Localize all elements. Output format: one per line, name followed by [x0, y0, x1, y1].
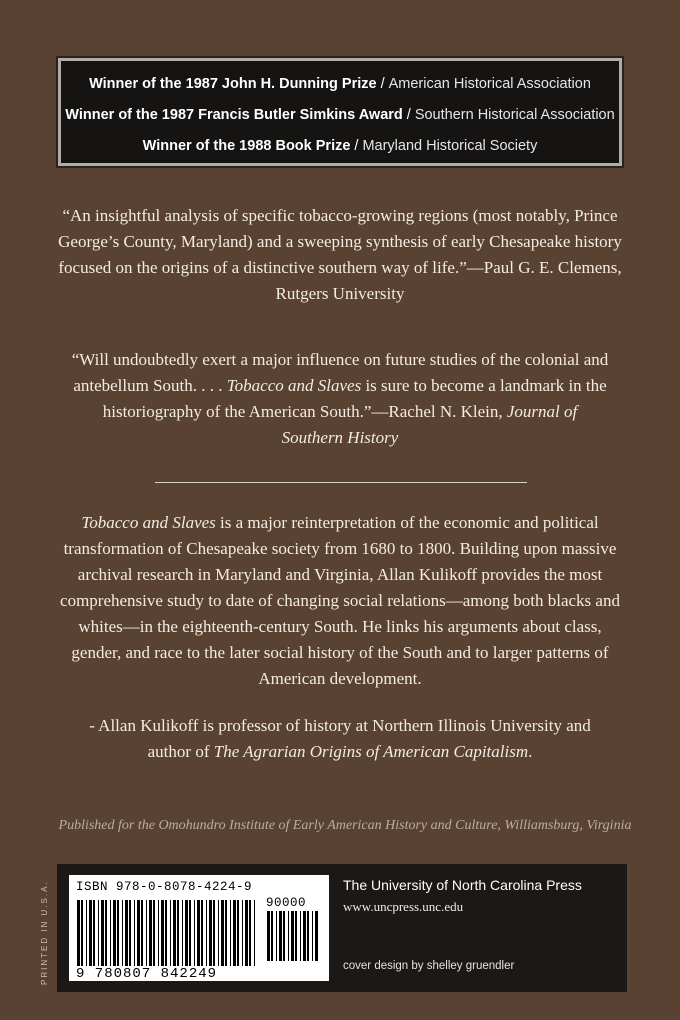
barcode-bar: [279, 911, 282, 961]
barcode-bar: [189, 900, 191, 966]
barcode-bar: [197, 900, 200, 966]
barcode-bar: [173, 900, 176, 966]
barcode-bar: [291, 911, 294, 961]
barcode-addon: [266, 895, 318, 966]
isbn-text: ISBN 978-0-8078-4224-9: [76, 880, 253, 894]
award-separator: /: [380, 76, 385, 92]
barcode-bar: [149, 900, 152, 966]
barcode-bar: [206, 900, 207, 966]
review-quote-clemens: [40, 203, 640, 307]
quote-text: “An insightful analysis of specific tobacco-growing regions (most notably, Prince George’s County, Maryland) and a sweeping synthesis of early Chesapeake history focused on the origins of a distinctive southern way of life.”—Paul G. E. Clemens, Rutgers University: [58, 206, 622, 303]
divider-rule: [155, 482, 527, 483]
quote-text-part1: “Will undoubtedly exert a major influence on future studies of the colonial and antebellum South. . . .: [71, 350, 609, 395]
barcode-bar: [201, 900, 203, 966]
barcode-bar: [125, 900, 128, 966]
barcode-bar: [81, 900, 83, 966]
barcode-bar: [249, 900, 251, 966]
barcode-bar: [288, 911, 289, 961]
barcode-bar: [113, 900, 116, 966]
award-organization: Maryland Historical Society: [362, 138, 538, 154]
barcode-bar: [117, 900, 119, 966]
quote-text-part2: is sure to become a landmark in the historiography of the American South.”—Rachel N. Klein,: [102, 376, 607, 421]
barcode-bar: [141, 900, 143, 966]
barcode-bar: [77, 900, 80, 966]
barcode-bar: [218, 900, 219, 966]
barcode-bar: [182, 900, 183, 966]
cover-credit: cover design by shelley gruendler: [343, 960, 515, 972]
award-separator: /: [406, 107, 411, 123]
barcode-bar: [245, 900, 248, 966]
ean-barcode-bars: [76, 900, 258, 966]
publisher-panel: [57, 864, 627, 992]
award-prize: Winner of the 1987 John H. Dunning Prize: [89, 76, 377, 92]
barcode-bar: [271, 911, 273, 961]
press-url[interactable]: www.uncpress.unc.edu: [343, 899, 464, 914]
barcode-bar: [233, 900, 236, 966]
barcode-bar: [242, 900, 243, 966]
barcode-number: 9 780807 842249: [76, 966, 218, 982]
printed-in-usa: PRINTED IN U.S.A.: [40, 880, 49, 985]
barcode-bar: [98, 900, 99, 966]
barcode-bar: [307, 911, 309, 961]
barcode-label: [69, 875, 329, 981]
barcode-bar: [267, 911, 270, 961]
barcode-bar: [283, 911, 285, 961]
barcode-bar: [153, 900, 155, 966]
barcode-bar: [165, 900, 167, 966]
barcode-bar: [213, 900, 215, 966]
barcode-bar: [129, 900, 131, 966]
barcode-bar: [315, 911, 318, 961]
barcode-bar: [300, 911, 301, 961]
barcode-bar: [161, 900, 164, 966]
author-bio: [70, 713, 610, 765]
barcode-bar: [221, 900, 224, 966]
barcode-bar: [225, 900, 227, 966]
addon-barcode-bars: [266, 911, 318, 961]
book-description: [52, 510, 628, 692]
award-organization: American Historical Association: [388, 76, 591, 92]
bio-end: .: [528, 742, 533, 761]
published-for-line: Published for the Omohundro Institute of Early American History and Culture, Williamsburg, Virginia: [58, 818, 632, 833]
bio-text: - Allan Kulikoff is professor of history at Northern Illinois University and author of: [89, 716, 591, 761]
book-title: Tobacco and Slaves: [226, 376, 362, 395]
award-separator: /: [354, 138, 359, 154]
award-prize: Winner of the 1988 Book Prize: [142, 138, 351, 154]
barcode-bar: [237, 900, 239, 966]
barcode-bar: [254, 900, 255, 966]
addon-number: 90000: [266, 896, 307, 910]
barcode-bar: [312, 911, 313, 961]
barcode-bar: [276, 911, 277, 961]
barcode-bar: [137, 900, 140, 966]
barcode-bar: [86, 900, 87, 966]
barcode-bar: [110, 900, 111, 966]
barcode-bar: [134, 900, 135, 966]
barcode-bar: [177, 900, 179, 966]
barcode-bar: [295, 911, 297, 961]
journal-title: Journal of Southern History: [281, 402, 578, 447]
awards-box: [58, 58, 622, 166]
barcode-bar: [230, 900, 231, 966]
award-line: [61, 102, 619, 133]
other-book-title: The Agrarian Origins of American Capitalism: [213, 742, 529, 761]
award-line: [61, 133, 619, 164]
barcode-bar: [185, 900, 188, 966]
award-organization: Southern Historical Association: [414, 107, 615, 123]
barcode-bar: [122, 900, 123, 966]
barcode-bar: [146, 900, 147, 966]
barcode-bar: [158, 900, 159, 966]
barcode-bar: [89, 900, 92, 966]
description-text: is a major reinterpretation of the economic and political transformation of Chesapeake society from 1680 to 1800. Building upon massive archival research in Maryland and Virginia, Allan Kulikoff provides the most comprehensive study to date of changing social relations—among both blacks and whites—in the eighteenth-century South. He links his arguments about class, gender, and race to the later social history of the South and to larger patterns of American development.: [60, 513, 620, 688]
barcode-row: [76, 895, 322, 966]
barcode-bar: [105, 900, 107, 966]
award-prize: Winner of the 1987 Francis Butler Simkins Award: [65, 107, 403, 123]
press-name: The University of North Carolina Press: [343, 877, 582, 893]
barcode-bar: [93, 900, 95, 966]
barcode-bar: [303, 911, 306, 961]
barcode-bar: [101, 900, 104, 966]
review-quote-klein: [70, 347, 610, 451]
barcode-bar: [194, 900, 195, 966]
award-line: [61, 71, 619, 102]
book-title: Tobacco and Slaves: [81, 513, 216, 532]
barcode-bar: [209, 900, 212, 966]
barcode-bar: [170, 900, 171, 966]
